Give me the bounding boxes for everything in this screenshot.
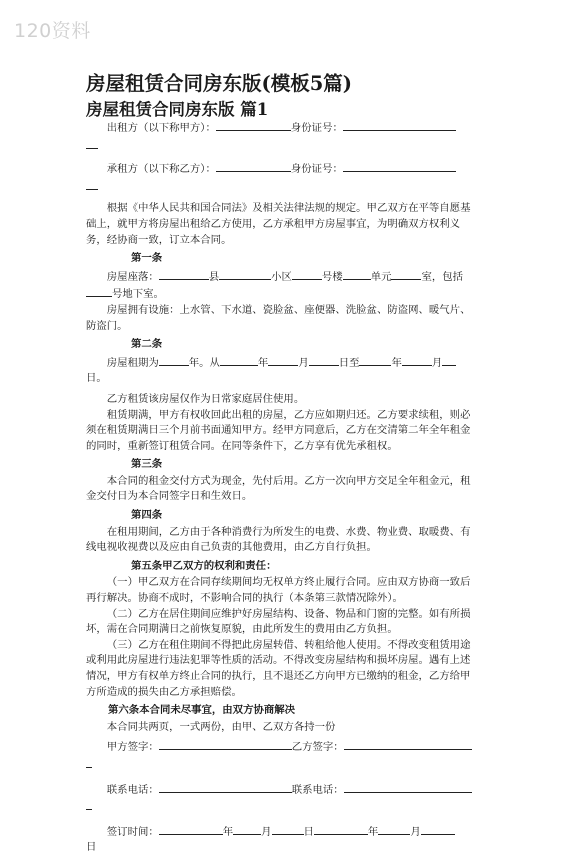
term-label: 房屋租期为 [106,356,159,369]
lessor-id-blank-wrap [86,137,98,149]
sign-year-a-label: 年 [222,825,234,838]
end-year-blank [359,354,391,366]
lessee-line-wrap [86,178,478,196]
sign-year-b-blank [314,823,368,835]
party-b-signature-label: 乙方签字： [291,741,344,754]
party-b-phone-label: 联系电话： [291,783,344,796]
watermark: 120资料 [14,20,91,42]
sign-month-a-blank [233,823,261,835]
term-line-wrap [86,371,478,387]
lessor-id-blank [343,119,456,131]
article-1-heading: 第一条 [131,252,163,265]
party-b-signature-blank [344,738,472,750]
end-month-blank [402,354,432,366]
end-year-label: 年 [391,356,402,369]
document-subtitle: 房屋租赁合同房东版 篇1 [86,100,269,119]
sign-day-a-label: 日 [303,825,314,838]
facilities-paragraph: 房屋拥有设施：上水管、下水道、瓷脸盆、座便器、洗脸盆、防盗网、暖气片、防盗门。 [86,303,471,332]
end-month-label: 月 [431,356,443,369]
building-label: 号楼 [321,270,343,283]
usage-paragraph: 乙方租赁该房屋仅作为日常家庭居住使用。 [106,392,305,405]
sign-day-b-label: 日 [86,841,97,854]
rights-clause-1: （一）甲乙双方在合同存续期间均无权单方终止履行合同。应由双方协商一致后再行解决。协商不成时，不影响合同的执行（本条第三款情况除外）。 [86,576,471,605]
sign-month-b-blank [378,823,410,835]
rent-payment-paragraph: 本合同的租金交付方式为现金，先付后用。乙方一次向甲方交足全年租金元，租金交付日为本合同签字日和生效日。 [86,474,471,503]
county-blank [159,268,209,280]
copies-paragraph: 本合同共两页，一式两份，由甲、乙双方各持一份 [106,720,336,733]
location-line [86,268,478,303]
rights-clause-3: （三）乙方在租住期间不得把此房屋转借、转租给他人使用。不得改变租赁用途或利用此房屋进行违法犯罪等性质的活动。不得改变房屋结构和损坏房屋。遇有上述情况，甲方有权单方终止合同的执行，且不退还乙方向甲方已缴纳的租金，乙方给甲方所造成的损失由乙方承担赔偿。 [86,638,471,698]
party-a-signature-blank [159,738,292,750]
lessor-line-wrap [86,137,478,155]
start-day-blank [309,354,339,366]
end-day-label: 日。 [86,372,107,385]
signature-line-wrap [86,756,478,774]
community-blank [219,268,271,280]
start-day-label: 日至 [338,356,360,369]
lessee-label: 承租方（以下称乙方）： [106,163,216,176]
date-line [86,823,478,841]
article-2-heading: 第二条 [131,338,163,351]
community-label: 小区 [271,270,292,283]
renewal-paragraph: 租赁期满，甲方有权收回此出租的房屋，乙方应如期归还。乙方要求续租，则必须在租赁期满日三个月前书面通知甲方。经甲方同意后，乙方在交清第二年全年租金的同时，重新签订租赁合同。在同等条件下，乙方享有优先承租权。 [86,408,471,452]
county-label: 县 [208,270,220,283]
lessee-name-blank [216,160,291,172]
document-title: 房屋租赁合同房东版(模板5篇) [86,72,353,95]
lessee-id-blank-wrap [86,178,98,190]
signing-date-label: 签订时间： [106,825,159,838]
building-blank [292,268,322,280]
party-b-signature-blank-wrap [86,756,92,768]
unit-label: 单元 [370,270,392,283]
term-line [86,354,478,372]
start-year-label: 年 [257,356,269,369]
basement-label: 号地下室。 [112,288,164,301]
location-label: 房屋座落： [106,270,159,283]
party-a-phone-label: 联系电话： [106,783,159,796]
sign-year-b-label: 年 [367,825,379,838]
party-a-phone-blank [159,781,292,793]
article-5-heading: 第五条甲乙双方的权利和责任： [131,559,277,572]
term-from-label: 年。从 [188,356,220,369]
expenses-paragraph: 在租用期间，乙方由于各种消费行为所发生的电费、水费、物业费、取暖费、有线电视收视费以及应由自己负责的其他费用，由乙方自行负担。 [86,525,471,554]
party-a-signature-label: 甲方签字： [106,741,159,754]
party-b-phone-blank [344,781,472,793]
room-label: 室，包括 [421,270,464,283]
start-month-label: 月 [298,356,309,369]
end-day-blank [442,354,456,366]
article-4-heading: 第四条 [131,509,163,522]
sign-month-b-label: 月 [410,825,421,838]
lessor-id-label: 身份证号： [290,122,343,134]
room-blank [391,268,421,280]
document-body [86,119,478,856]
term-years-blank [159,354,189,366]
lessee-id-blank [343,160,456,172]
unit-blank [343,268,371,280]
phone-line [86,781,478,799]
basement-blank [86,285,112,297]
intro-paragraph: 根据《中华人民共和国合同法》及相关法律法规的规定。甲乙双方在平等自愿基础上，就甲方将房屋出租给乙方使用，乙方承租甲方房屋事宜，为明确双方权利义务，经协商一致，订立本合同。 [86,202,471,246]
sign-year-a-blank [159,823,223,835]
lessee-id-label: 身份证号： [290,163,343,176]
article-3-heading: 第三条 [131,458,163,471]
article-6-heading: 第六条本合同未尽事宜，由双方协商解决 [108,704,296,717]
date-line-wrap [86,840,478,856]
signature-line [86,738,478,756]
sign-day-b-blank [421,823,455,835]
rights-clause-2: （二）乙方在居住期间应维护好房屋结构、设备、物品和门窗的完整。如有所损坏，需在合同期满日之前恢复原貌，由此所发生的费用由乙方负担。 [86,607,471,636]
lessor-label: 出租方（以下称甲方）： [106,122,216,134]
lessee-line [86,160,478,178]
lessor-name-blank [216,119,291,131]
phone-line-wrap [86,798,478,816]
sign-month-a-label: 月 [261,825,272,838]
lessor-line [86,119,478,137]
start-month-blank [268,354,298,366]
sign-day-a-blank [272,823,304,835]
start-year-blank [220,354,258,366]
